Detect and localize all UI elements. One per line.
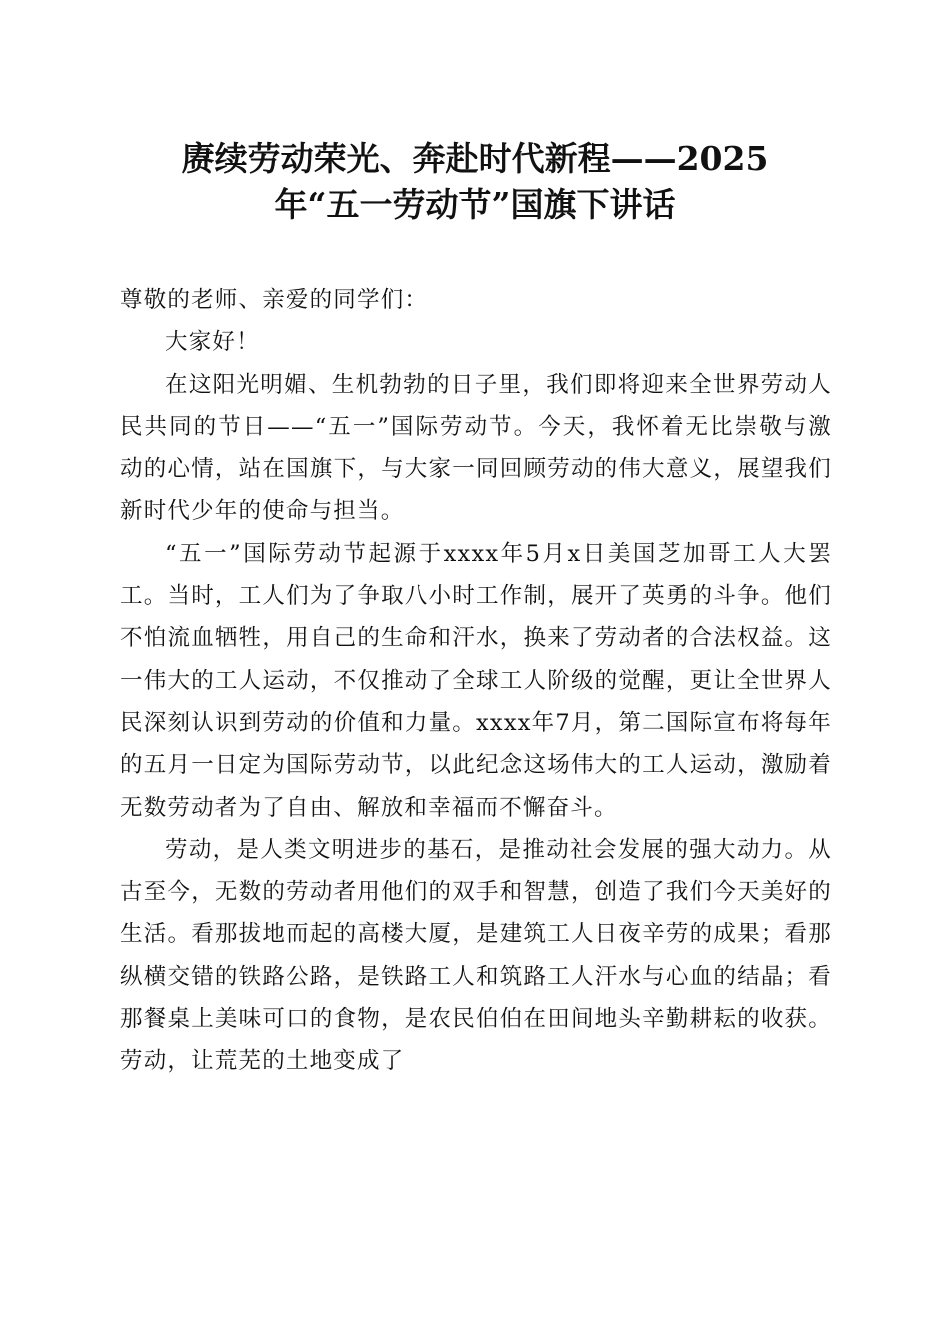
paragraph: 劳动，是人类文明进步的基石，是推动社会发展的强大动力。从古至今，无数的劳动者用他们的双手和智慧，创造了我们今天美好的生活。看那拔地而起的高楼大厦，是建筑工人日夜辛劳的成果；看那纵横交错的铁路公路，是铁路工人和筑路工人汗水与心血的结晶；看那餐桌上美味可口的食物，是农民伯伯在田间地头辛勤耕耘的收获。劳动，让荒芜的土地变成了	[120, 836, 832, 1075]
title-line-2: 年“五一劳动节”国旗下讲话	[274, 185, 676, 224]
paragraph-greeting: 大家好！	[165, 329, 260, 356]
title-line-1: 赓续劳动荣光、奔赴时代新程——2025	[181, 139, 769, 178]
salutation: 尊敬的老师、亲爱的同学们：	[120, 287, 429, 313]
document-body	[120, 279, 832, 1083]
paragraph: 在这阳光明媚、生机勃勃的日子里，我们即将迎来全世界劳动人民共同的节日——“五一”国际劳动节。今天，我怀着无比崇敬与激动的心情，站在国旗下，与大家一同回顾劳动的伟大意义，展望我们新时代少年的使命与担当。	[120, 371, 832, 525]
page-title	[120, 136, 830, 228]
paragraph: “五一”国际劳动节起源于xxxx年5月x日美国芝加哥工人大罢工。当时，工人们为了争取八小时工作制，展开了英勇的斗争。他们不怕流血牺牲，用自己的生命和汗水，换来了劳动者的合法权益。这一伟大的工人运动，不仅推动了全球工人阶级的觉醒，更让全世界人民深刻认识到劳动的价值和力量。xxxx年7月，第二国际宣布将每年的五月一日定为国际劳动节，以此纪念这场伟大的工人运动，激励着无数劳动者为了自由、解放和幸福而不懈奋斗。	[120, 540, 832, 821]
